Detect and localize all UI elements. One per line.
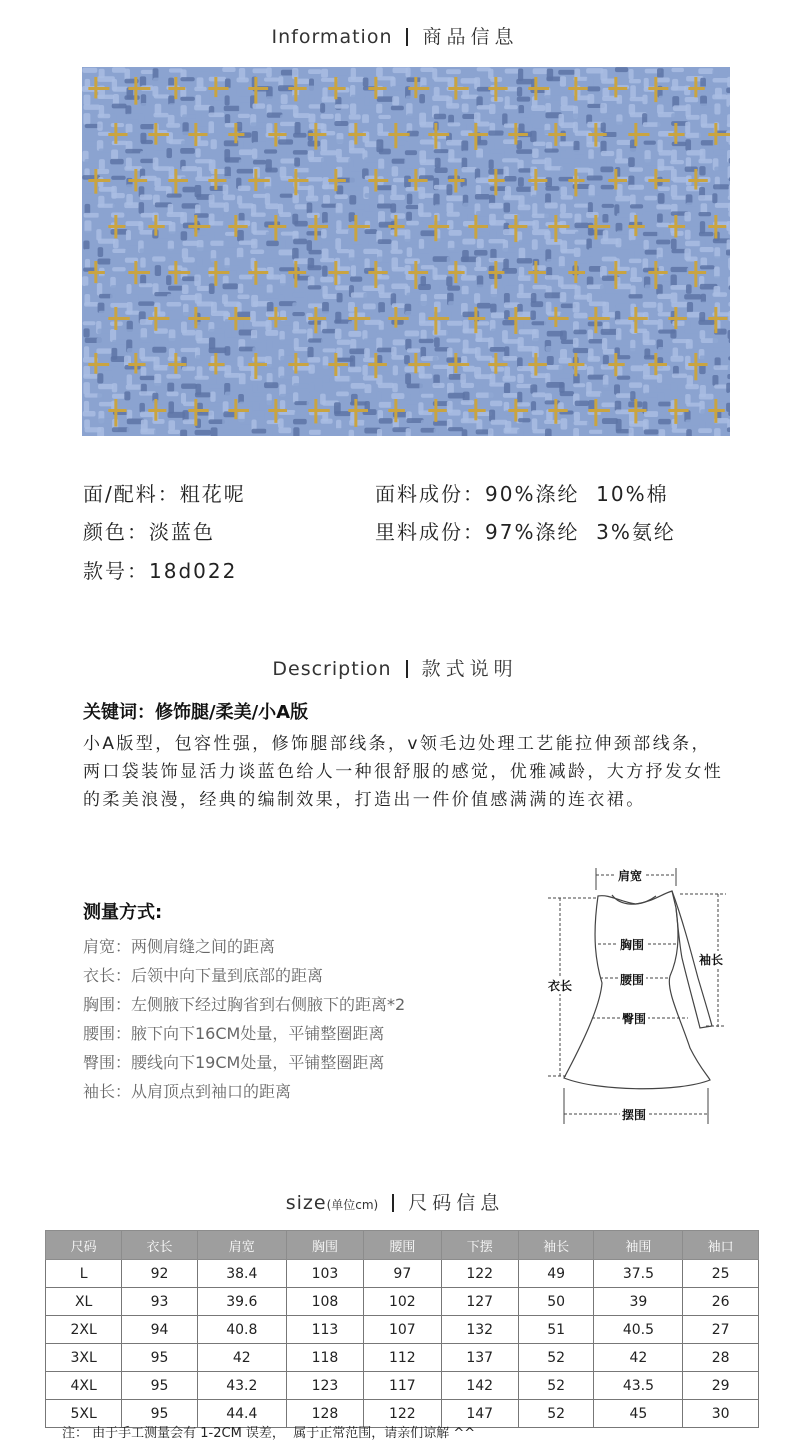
info-color: 颜色：淡蓝色 bbox=[83, 520, 215, 544]
table-cell: 42 bbox=[197, 1344, 286, 1372]
size-table-header-row bbox=[46, 1231, 759, 1260]
header-cell: 袖长 bbox=[518, 1231, 594, 1260]
header-cell: 肩宽 bbox=[197, 1231, 286, 1260]
table-cell: 132 bbox=[441, 1316, 518, 1344]
table-cell: 103 bbox=[286, 1260, 363, 1288]
table-cell: 107 bbox=[364, 1316, 441, 1344]
measure-item-sleeve: 袖长：从肩顶点到袖口的距离 bbox=[83, 1082, 292, 1101]
table-cell: 40.5 bbox=[594, 1316, 683, 1344]
table-cell: 127 bbox=[441, 1288, 518, 1316]
table-cell: 123 bbox=[286, 1372, 363, 1400]
header-cell: 袖围 bbox=[594, 1231, 683, 1260]
diagram-label-sleeve: 袖长 bbox=[699, 953, 724, 967]
header-divider bbox=[406, 660, 408, 678]
table-row bbox=[46, 1344, 759, 1372]
info-fabric-composition: 面料成份：90%涤纶 10%棉 bbox=[375, 482, 669, 506]
info-material: 面/配料：粗花呢 bbox=[83, 482, 246, 506]
description-header-en: Description bbox=[272, 658, 392, 680]
table-cell: 122 bbox=[364, 1400, 441, 1428]
table-cell: 39 bbox=[594, 1288, 683, 1316]
information-header-en: Information bbox=[271, 26, 393, 48]
table-cell: XL bbox=[46, 1288, 122, 1316]
table-cell: 52 bbox=[518, 1344, 594, 1372]
table-cell: 97 bbox=[364, 1260, 441, 1288]
measure-item-waist: 腰围：腋下向下16CM处量，平铺整圈距离 bbox=[83, 1024, 385, 1043]
table-cell: 102 bbox=[364, 1288, 441, 1316]
header-cell: 袖口 bbox=[683, 1231, 759, 1260]
table-cell: 39.6 bbox=[197, 1288, 286, 1316]
table-row bbox=[46, 1260, 759, 1288]
measure-item-length: 衣长：后领中向下量到底部的距离 bbox=[83, 966, 324, 985]
table-cell: 45 bbox=[594, 1400, 683, 1428]
description-header-cn: 款式说明 bbox=[421, 658, 518, 680]
table-row bbox=[46, 1372, 759, 1400]
table-cell: 142 bbox=[441, 1372, 518, 1400]
info-lining-composition: 里料成份：97%涤纶 3%氨纶 bbox=[375, 520, 676, 544]
table-cell: 128 bbox=[286, 1400, 363, 1428]
measurement-note: 注： 由于手工测量会有 1-2CM 误差， 属于正常范围，请亲们谅解 ^^ bbox=[62, 1426, 476, 1441]
table-cell: 38.4 bbox=[197, 1260, 286, 1288]
table-cell: 40.8 bbox=[197, 1316, 286, 1344]
table-cell: 44.4 bbox=[197, 1400, 286, 1428]
size-header-en: size bbox=[285, 1192, 327, 1214]
diagram-label-hem: 摆围 bbox=[622, 1108, 647, 1122]
header-cell: 腰围 bbox=[364, 1231, 441, 1260]
table-cell: 43.2 bbox=[197, 1372, 286, 1400]
table-cell: 92 bbox=[122, 1260, 198, 1288]
header-divider bbox=[406, 28, 408, 46]
table-cell: 52 bbox=[518, 1400, 594, 1428]
diagram-label-length: 衣长 bbox=[548, 979, 573, 993]
table-cell: 93 bbox=[122, 1288, 198, 1316]
table-cell: 3XL bbox=[46, 1344, 122, 1372]
table-cell: 25 bbox=[683, 1260, 759, 1288]
information-header-cn: 商品信息 bbox=[422, 26, 519, 48]
table-cell: 113 bbox=[286, 1316, 363, 1344]
table-cell: 30 bbox=[683, 1400, 759, 1428]
table-cell: 137 bbox=[441, 1344, 518, 1372]
size-table bbox=[45, 1230, 759, 1428]
table-cell: 118 bbox=[286, 1344, 363, 1372]
header-cell: 下摆 bbox=[441, 1231, 518, 1260]
table-cell: L bbox=[46, 1260, 122, 1288]
information-header bbox=[0, 22, 790, 49]
table-cell: 2XL bbox=[46, 1316, 122, 1344]
header-divider bbox=[392, 1194, 394, 1212]
measure-item-chest: 胸围：左侧腋下经过胸省到右侧腋下的距离*2 bbox=[83, 995, 406, 1014]
dress-outline bbox=[540, 858, 740, 1133]
table-cell: 29 bbox=[683, 1372, 759, 1400]
table-cell: 112 bbox=[364, 1344, 441, 1372]
table-row bbox=[46, 1288, 759, 1316]
table-cell: 28 bbox=[683, 1344, 759, 1372]
size-header-unit: (单位cm) bbox=[326, 1198, 379, 1212]
info-style-number: 款号：18d022 bbox=[83, 559, 238, 583]
table-cell: 51 bbox=[518, 1316, 594, 1344]
table-cell: 95 bbox=[122, 1372, 198, 1400]
table-cell: 122 bbox=[441, 1260, 518, 1288]
size-header bbox=[0, 1188, 790, 1215]
header-cell: 胸围 bbox=[286, 1231, 363, 1260]
diagram-label-chest: 胸围 bbox=[620, 938, 645, 952]
description-text: 小A版型，包容性强，修饰腿部线条，v领毛边处理工艺能拉伸颈部线条，两口袋装饰显活力谈蓝色给人一种很舒服的感觉，优雅减龄，大方抒发女性的柔美浪漫，经典的编制效果，打造出一件价值感满满的连衣裙。 bbox=[83, 734, 724, 810]
table-cell: 95 bbox=[122, 1400, 198, 1428]
table-cell: 50 bbox=[518, 1288, 594, 1316]
table-cell: 49 bbox=[518, 1260, 594, 1288]
header-cell: 尺码 bbox=[46, 1231, 122, 1260]
table-cell: 117 bbox=[364, 1372, 441, 1400]
table-cell: 95 bbox=[122, 1344, 198, 1372]
size-header-cn: 尺码信息 bbox=[408, 1192, 505, 1214]
table-cell: 147 bbox=[441, 1400, 518, 1428]
description-header bbox=[0, 654, 790, 681]
table-cell: 52 bbox=[518, 1372, 594, 1400]
diagram-label-waist: 腰围 bbox=[620, 973, 645, 987]
keywords: 关键词：修饰腿/柔美/小A版 bbox=[83, 702, 309, 723]
table-cell: 108 bbox=[286, 1288, 363, 1316]
measure-item-shoulder: 肩宽：两侧肩缝之间的距离 bbox=[83, 937, 276, 956]
table-cell: 27 bbox=[683, 1316, 759, 1344]
measure-title: 测量方式: bbox=[83, 902, 163, 923]
table-cell: 26 bbox=[683, 1288, 759, 1316]
diagram-label-hip: 臀围 bbox=[622, 1012, 647, 1026]
table-cell: 5XL bbox=[46, 1400, 122, 1428]
fabric-swatch-image bbox=[82, 67, 730, 436]
measure-item-hip: 臀围：腰线向下19CM处量，平铺整圈距离 bbox=[83, 1053, 385, 1072]
header-cell: 衣长 bbox=[122, 1231, 198, 1260]
table-cell: 94 bbox=[122, 1316, 198, 1344]
table-cell: 37.5 bbox=[594, 1260, 683, 1288]
table-cell: 43.5 bbox=[594, 1372, 683, 1400]
dress-measurement-diagram bbox=[540, 858, 740, 1133]
table-cell: 42 bbox=[594, 1344, 683, 1372]
diagram-label-shoulder: 肩宽 bbox=[618, 869, 643, 883]
table-row bbox=[46, 1316, 759, 1344]
table-cell: 4XL bbox=[46, 1372, 122, 1400]
